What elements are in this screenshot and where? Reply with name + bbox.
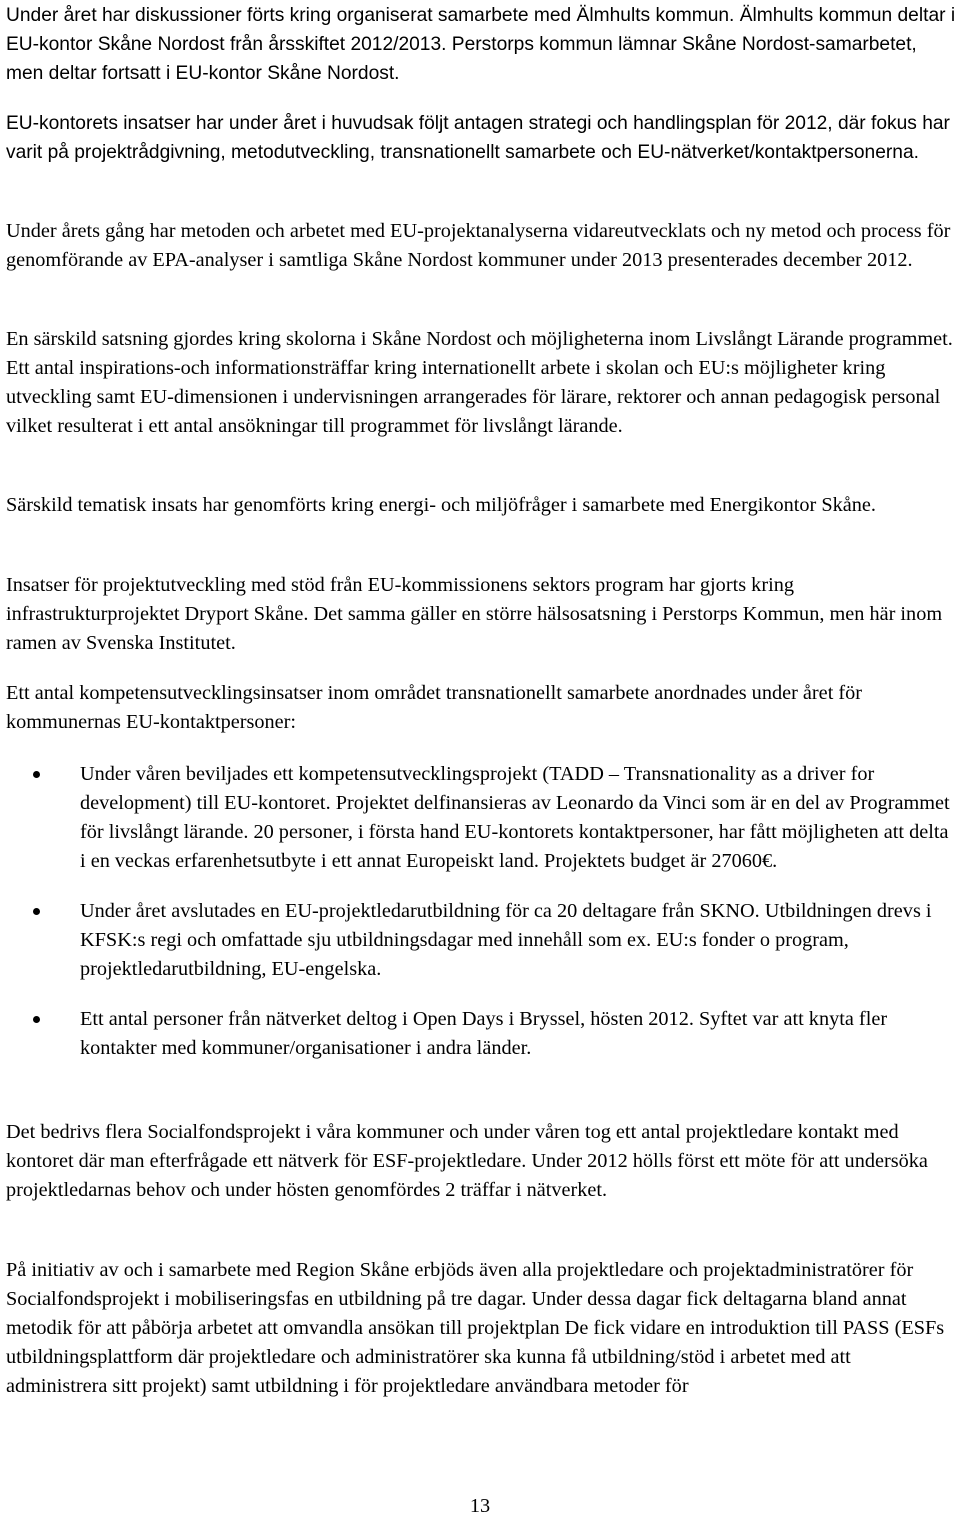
list-item xyxy=(6,760,956,876)
paragraph-schools-initiative: En särskild satsning gjordes kring skolorna i Skåne Nordost och möjligheterna inom Livslångt Lärande programmet. Ett antal inspirations-och informationsträffar kring internationellt arbete i skolan och EU:s möjligheter kring utveckling samt EU-dimensionen i undervisningen arrangerades för lärare, rektorer och annan pedagogisk personal vilket resulterat i ett antal ansökningar till programmet för livslångt lärande. xyxy=(6,328,953,437)
bullet-icon xyxy=(33,1016,40,1023)
bullet-icon xyxy=(33,771,40,778)
list-item xyxy=(6,1005,956,1063)
competence-bullet-list xyxy=(6,760,956,1084)
paragraph-social-fund-projects: Det bedrivs flera Socialfondsprojekt i våra kommuner och under våren tog ett antal projektledare kontakt med kontoret där man efterfrågade ett nätverk för ESF-projektledare. Under 2012 hölls först ett möte för att undersöka projektledarnas behov och under hösten genomfördes 2 träffar i nätverket. xyxy=(6,1121,928,1201)
bullet-text: Under våren beviljades ett kompetensutvecklingsprojekt (TADD – Transnationality as a driver for development) till EU-kontoret. Projektet delfinansieras av Leonardo da Vinci som är en del av Programmet för livslångt lärande. 20 personer, i första hand EU-kontorets kontaktpersoner, har fått möjligheten att delta i en veckas erfarenhetsutbyte i ett annat Europeiskt land. Projektets budget är 27060€. xyxy=(80,763,950,872)
list-item xyxy=(6,897,956,984)
paragraph-project-analyses: Under årets gång har metoden och arbetet med EU-projektanalyserna vidareutvecklats och ny metod och process för genomförande av EPA-analyser i samtliga Skåne Nordost kommuner under 2013 presenterades december 2012. xyxy=(6,220,951,271)
paragraph-project-development: Insatser för projektutveckling med stöd från EU-kommissionens sektors program har gjorts kring infrastrukturprojektet Dryport Skåne. Det samma gäller en större hälsosatsning i Perstorps Kommun, men här inom ramen av Svenska Institutet. xyxy=(6,574,943,654)
paragraph-eu-office-efforts: EU-kontorets insatser har under året i huvudsak följt antagen strategi och handlingsplan för 2012, där fokus har varit på projektrådgivning, metodutveckling, transnationellt samarbete och EU-nätverket/kontaktpersonerna. xyxy=(6,113,950,163)
paragraph-almhult-cooperation: Under året har diskussioner förts kring organiserat samarbete med Älmhults kommun. Älmhults kommun deltar i EU-kontor Skåne Nordost från årsskiftet 2012/2013. Perstorps kommun lämnar Skåne Nordost-samarbetet, men deltar fortsatt i EU-kontor Skåne Nordost. xyxy=(6,5,956,84)
paragraph-competence-intro: Ett antal kompetensutvecklingsinsatser inom området transnationellt samarbete anordnades under året för kommunernas EU-kontaktpersoner: xyxy=(6,682,863,733)
bullet-text: Under året avslutades en EU-projektledarutbildning för ca 20 deltagare från SKNO. Utbildningen drevs i KFSK:s regi och omfattade sju utbildningsdagar med innehåll som ex. EU:s fonder o program, projektledarutbildning, EU-engelska. xyxy=(80,900,932,980)
paragraph-energy-initiative: Särskild tematisk insats har genomförts kring energi- och miljöfråger i samarbete med Energikontor Skåne. xyxy=(6,494,876,516)
bullet-icon xyxy=(33,908,40,915)
bullet-text: Ett antal personer från nätverket deltog i Open Days i Bryssel, hösten 2012. Syftet var att knyta fler kontakter med kommuner/organisationer i andra länder. xyxy=(80,1008,888,1059)
paragraph-region-skane-training: På initiativ av och i samarbete med Region Skåne erbjöds även alla projektledare och projektadministratörer för Socialfondsprojekt i mobiliseringsfas en utbildning på tre dagar. Under dessa dagar fick deltagarna bland annat metodik för att påbörja arbetet att omvandla ansökan till projektplan De fick vidare en introduktion till PASS (ESFs utbildningsplattform där projektledare och administratörer ska kunna få utbildning/stöd i arbetet med att administrera sitt projekt) samt utbildning i för projektledare användbara metoder för xyxy=(6,1259,945,1397)
page-number: 13 xyxy=(469,1495,491,1517)
